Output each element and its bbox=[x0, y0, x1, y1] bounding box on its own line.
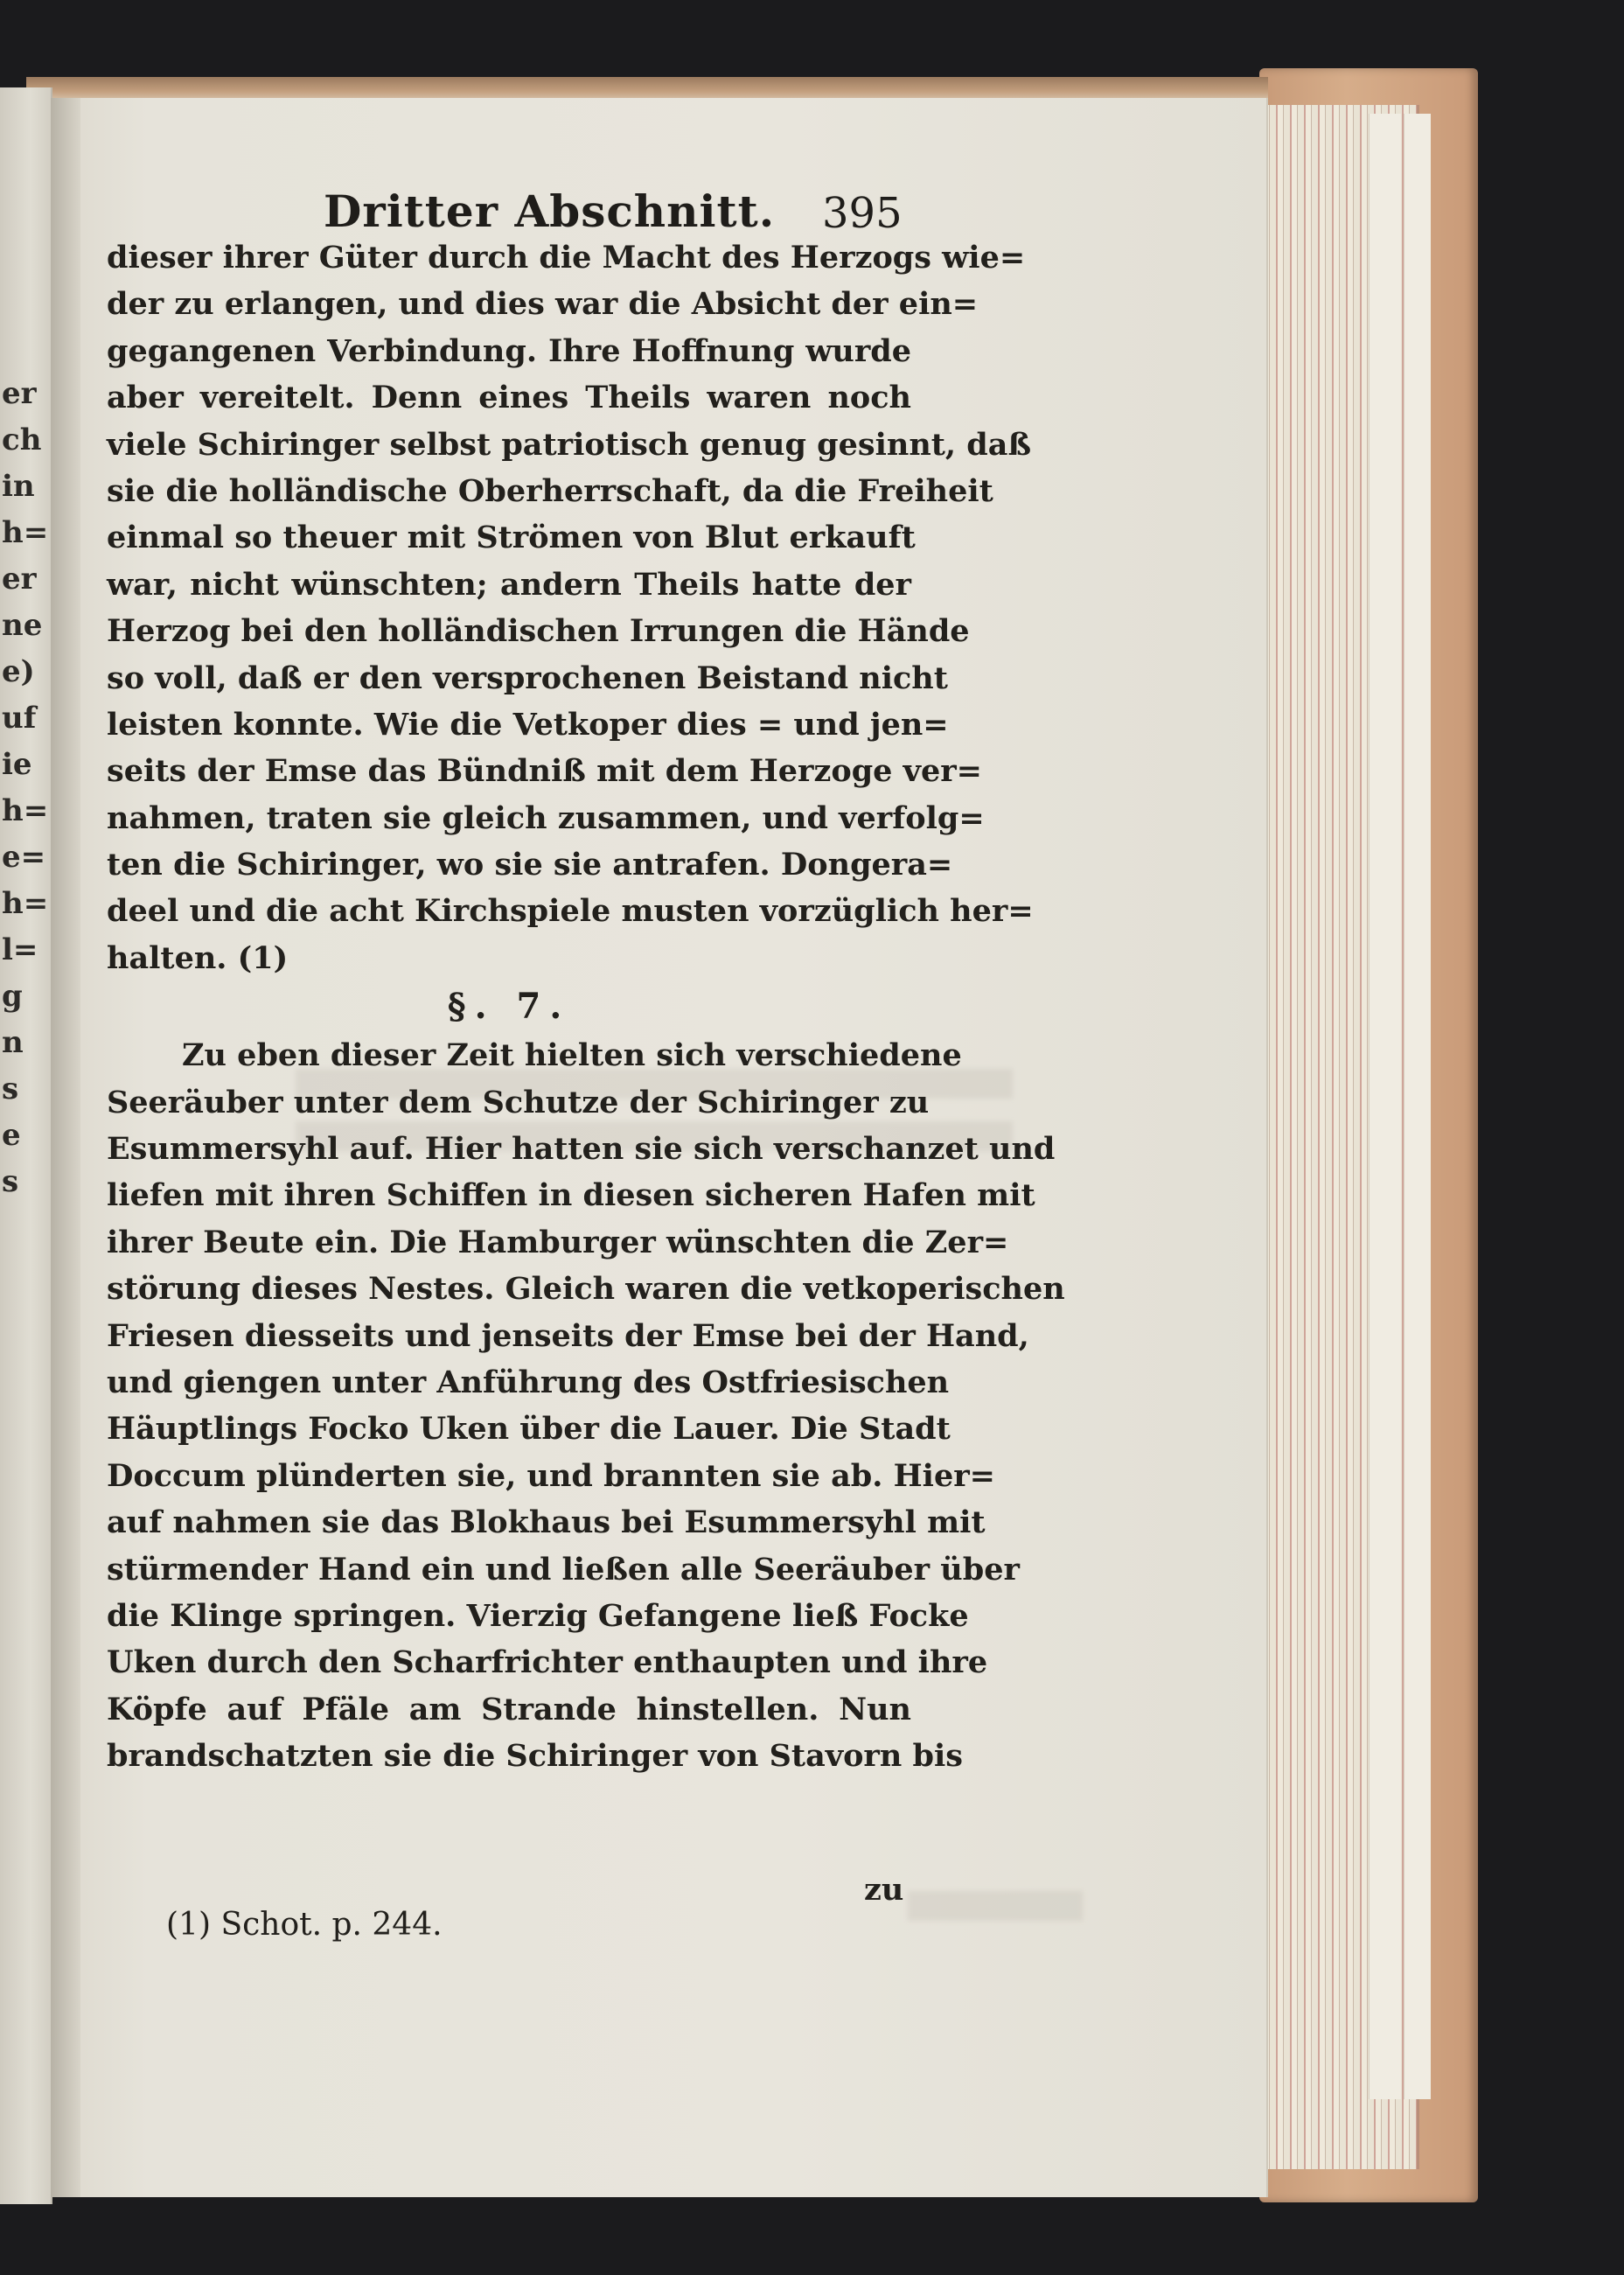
text-line: ten die Schiringer, wo sie sie antrafen. Dongera= bbox=[107, 847, 953, 883]
text-line: stürmender Hand ein und ließen alle Seeräuber über bbox=[107, 1551, 1020, 1588]
text-line: brandschatzten sie die Schiringer von Stavorn bis bbox=[107, 1738, 963, 1775]
previous-page-line-fragment: ie bbox=[2, 747, 32, 782]
text-line: nahmen, traten sie gleich zusammen, und verfolg= bbox=[107, 799, 985, 836]
text-line: Köpfe auf Pfäle am Strande hinstellen. Nun bbox=[107, 1691, 911, 1727]
previous-page-line-fragment: e bbox=[2, 1118, 21, 1153]
paragraph bbox=[107, 1032, 1065, 1779]
text-line: liefen mit ihren Schiffen in diesen sicheren Hafen mit bbox=[107, 1177, 1035, 1214]
text-line: einmal so theuer mit Strömen von Blut erkauft bbox=[107, 520, 916, 556]
text-line: deel und die acht Kirchspiele musten vorzüglich her= bbox=[107, 893, 1034, 930]
page-gutter bbox=[51, 98, 80, 2197]
page-edge-strip bbox=[1369, 114, 1401, 2099]
text-line: Zu eben dieser Zeit hielten sich verschiedene bbox=[182, 1037, 962, 1074]
text-line: der zu erlangen, und dies war die Absicht der ein= bbox=[107, 286, 979, 323]
previous-page-line-fragment: h= bbox=[2, 793, 49, 828]
text-line: auf nahmen sie das Blokhaus bei Esummersyhl mit bbox=[107, 1504, 986, 1541]
previous-page-line-fragment: e= bbox=[2, 840, 46, 875]
text-line: Herzog bei den holländischen Irrungen die Hände bbox=[107, 613, 970, 650]
text-line: die Klinge springen. Vierzig Gefangene ließ Focke bbox=[107, 1597, 969, 1634]
text-line: sie die holländische Oberherrschaft, da die Freiheit bbox=[107, 472, 993, 509]
text-line: leisten konnte. Wie die Vetkoper dies = und jen= bbox=[107, 706, 949, 743]
previous-page-line-fragment: uf bbox=[2, 701, 37, 736]
paragraph bbox=[107, 234, 1034, 981]
previous-page-line-fragment: er bbox=[2, 376, 37, 411]
previous-page-line-fragment: l= bbox=[2, 932, 38, 967]
previous-page-line-fragment: ch bbox=[2, 422, 42, 457]
page-edge-strip bbox=[1404, 114, 1431, 2099]
previous-page-line-fragment: h= bbox=[2, 886, 49, 921]
text-line: so voll, daß er den versprochenen Beistand nicht bbox=[107, 659, 948, 696]
text-line: und giengen unter Anführung des Ostfriesischen bbox=[107, 1364, 950, 1400]
text-line: war, nicht wünschten; andern Theils hatte der bbox=[107, 566, 911, 603]
previous-page-line-fragment: g bbox=[2, 979, 23, 1014]
text-line: viele Schiringer selbst patriotisch genug gesinnt, daß bbox=[107, 426, 1032, 463]
previous-page-line-fragment: n bbox=[2, 1025, 24, 1060]
footnote: (1) Schot. p. 244. bbox=[166, 1907, 443, 1943]
text-line: dieser ihrer Güter durch die Macht des Herzogs wie= bbox=[107, 240, 1026, 276]
text-line: Häuptlings Focko Uken über die Lauer. Die Stadt bbox=[107, 1411, 951, 1448]
text-line: aber vereitelt. Denn eines Theils waren noch bbox=[107, 380, 911, 416]
text-line: Seeräuber unter dem Schutze der Schiringer zu bbox=[107, 1084, 930, 1120]
text-line: Uken durch den Scharfrichter enthaupten und ihre bbox=[107, 1644, 988, 1681]
previous-page-line-fragment: h= bbox=[2, 515, 49, 550]
previous-page-line-fragment: in bbox=[2, 469, 35, 504]
running-head: Dritter Abschnitt. bbox=[324, 185, 776, 237]
text-line: Friesen diesseits und jenseits der Emse bei der Hand, bbox=[107, 1317, 1029, 1354]
text-line: halten. (1) bbox=[107, 939, 289, 976]
text-line: gegangenen Verbindung. Ihre Hoffnung wurde bbox=[107, 332, 911, 369]
text-line: Doccum plünderten sie, und brannten sie ab. Hier= bbox=[107, 1457, 996, 1494]
page-number: 395 bbox=[822, 189, 903, 238]
previous-page-sliver bbox=[0, 87, 52, 2204]
text-line: Esummersyhl auf. Hier hatten sie sich verschanzet und bbox=[107, 1131, 1056, 1168]
body-text bbox=[107, 234, 1065, 1780]
previous-page-line-fragment: s bbox=[2, 1164, 19, 1199]
previous-page-line-fragment: er bbox=[2, 562, 37, 597]
section-heading: §. 7. bbox=[447, 986, 571, 1028]
previous-page-line-fragment: e) bbox=[2, 654, 35, 689]
previous-page-line-fragment: ne bbox=[2, 608, 43, 643]
text-line: ihrer Beute ein. Die Hamburger wünschten die Zer= bbox=[107, 1224, 1009, 1260]
previous-page-line-fragment: s bbox=[2, 1071, 19, 1106]
show-through bbox=[908, 1891, 1083, 1921]
text-line: seits der Emse das Bündniß mit dem Herzoge ver= bbox=[107, 753, 983, 790]
catchword: zu bbox=[864, 1872, 904, 1908]
text-line: störung dieses Nestes. Gleich waren die vetkoperischen bbox=[107, 1271, 1065, 1308]
